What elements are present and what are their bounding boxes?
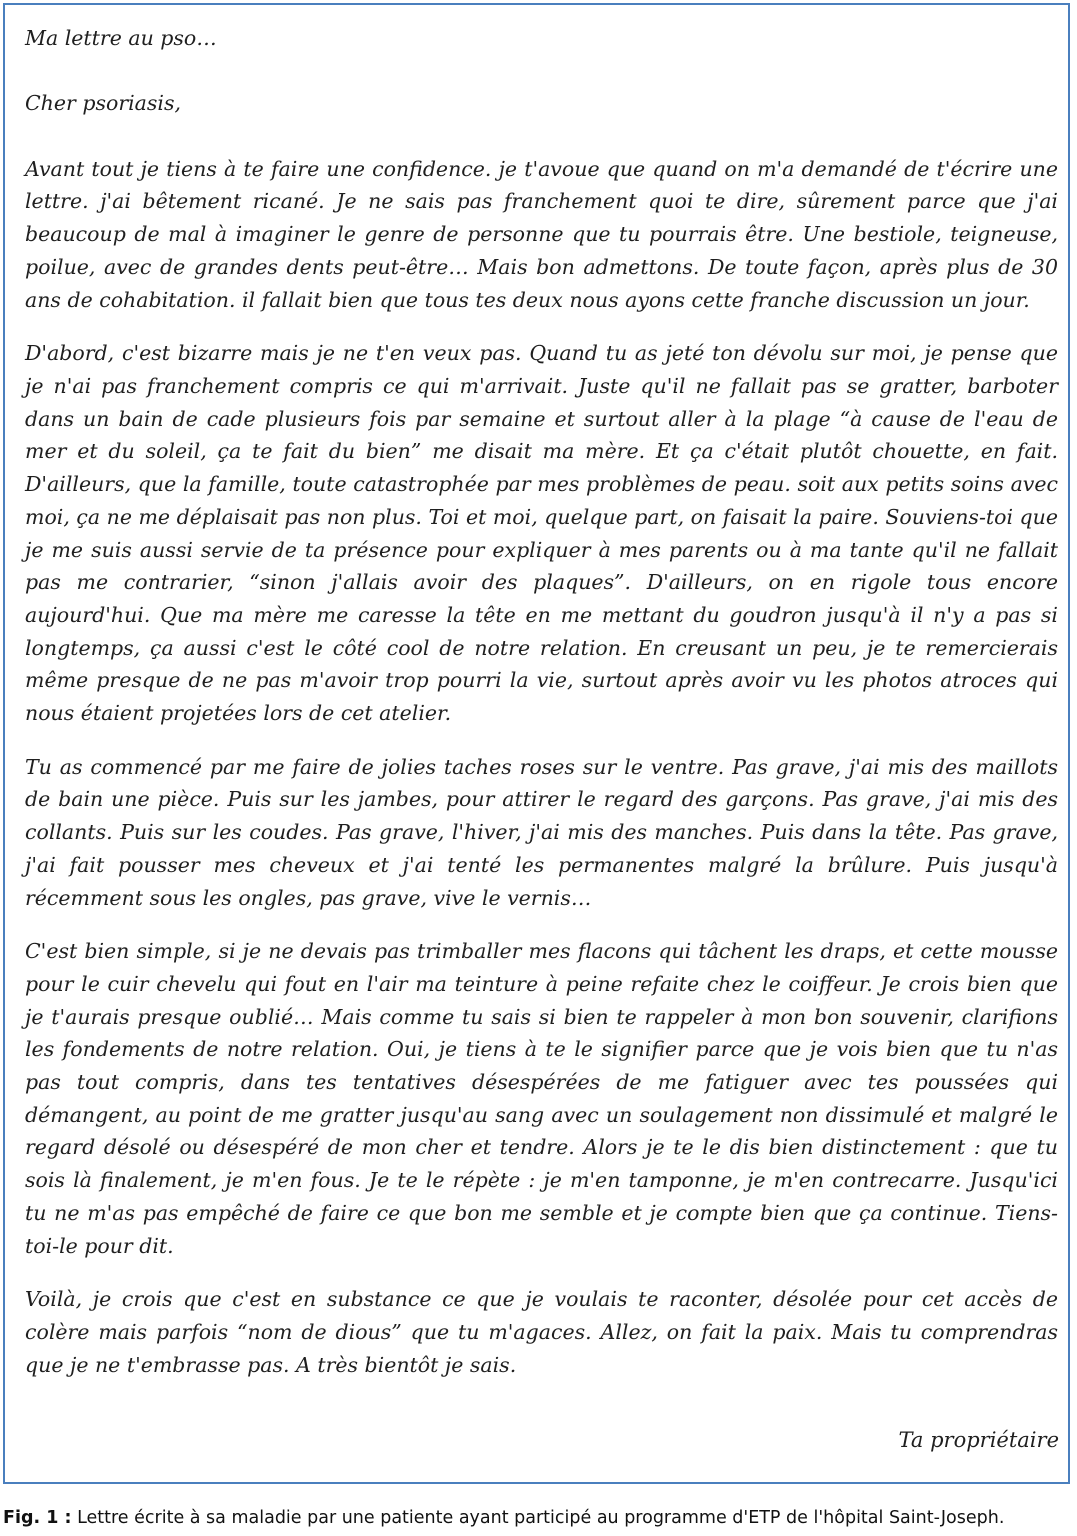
letter-paragraph-2: D'abord, c'est bizarre mais je ne t'en veux pas. Quand tu as jeté ton dévolu sur moi, je pense que je n'ai pas franchement compris ce qui m'arrivait. Juste qu'il ne fallait pas se gratter, barboter dans un bain de cade plusieurs fois par semaine et surtout aller à la plage “à cause de l'eau de mer et du soleil, ça te fait du bien” me disait ma mère. Et ça c'était plutôt chouette, en fait. D'ailleurs, que la famille, toute catastrophée par mes problèmes de peau. soit aux petits soins avec moi, ça ne me déplaisait pas non plus. Toi et moi, quelque part, on faisait la paire. Souviens-toi que je me suis aussi servie de ta présence pour expliquer à mes parents ou à ma tante qu'il ne fallait pas me contrarier, “sinon j'allais avoir des plaques”. D'ailleurs, on en rigole tous encore aujourd'hui. Que ma mère me caresse la tête en me mettant du goudron jusqu'à il n'y a pas si longtemps, ça aussi c'est le côté cool de notre relation. En creusant un peu, je te remercierais même presque de ne pas m'avoir trop pourri la vie, surtout après avoir vu les photos atroces qui nous étaient projetées lors de cet atelier.	[25, 341, 1058, 726]
letter-body	[25, 22, 1058, 1402]
figure-label: Fig. 1 :	[3, 1508, 72, 1528]
letter-paragraph-5: Voilà, je crois que c'est en substance ce que je voulais te raconter, désolée pour cet accès de colère mais parfois “nom de dious” que tu m'agaces. Allez, on fait la paix. Mais tu comprendras que je ne t'embrasse pas. A très bientôt je sais.	[25, 1287, 1058, 1377]
letter-paragraph-4: C'est bien simple, si je ne devais pas trimballer mes flacons qui tâchent les draps, et cette mousse pour le cuir chevelu qui fout en l'air ma teinture à peine refaite chez le coiffeur. Je crois bien que je t'aurais presque oublié… Mais comme tu sais si bien te rappeler à mon bon souvenir, clarifions les fondements de notre relation. Oui, je tiens à te le signifier parce que je vois bien que tu n'as pas tout compris, dans tes tentatives désespérées de me fatiguer avec tes poussées qui démangent, au point de me gratter jusqu'au sang avec un soulagement non dissimulé et malgré le regard désolé ou désespéré de mon cher et tendre. Alors je te le dis bien distinctement : que tu sois là finalement, je m'en fous. Je te le répète : je m'en tamponne, je m'en contrecarre. Jusqu'ici tu ne m'as pas empêché de faire ce que bon me semble et je compte bien que ça continue. Tiens-toi-le pour dit.	[25, 939, 1058, 1258]
letter-heading: Ma lettre au pso…	[25, 26, 217, 50]
figure-caption-text: Lettre écrite à sa maladie par une patiente ayant participé au programme d'ETP de l'hôpital Saint-Joseph.	[71, 1508, 1005, 1528]
letter-paragraph-3: Tu as commencé par me faire de jolies taches roses sur le ventre. Pas grave, j'ai mis des maillots de bain une pièce. Puis sur les jambes, pour attirer le regard des garçons. Pas grave, j'ai mis des collants. Puis sur les coudes. Pas grave, l'hiver, j'ai mis des manches. Puis dans la tête. Pas grave, j'ai fait pousser mes cheveux et j'ai tenté les permanentes malgré la brûlure. Puis jusqu'à récemment sous les ongles, pas grave, vive le vernis…	[25, 754, 1058, 910]
letter-salutation: Cher psoriasis,	[25, 91, 182, 116]
letter-signature: Ta propriétaire	[898, 1428, 1059, 1452]
letter-paragraph-1: Avant tout je tiens à te faire une confidence. je t'avoue que quand on m'a demandé de t'écrire une lettre. j'ai bêtement ricané. Je ne sais pas franchement quoi te dire, sûrement parce que j'ai beaucoup de mal à imaginer le genre de personne que tu pourrais être. Une bestiole, teigneuse, poilue, avec de grandes dents peut-être… Mais bon admettons. De toute façon, après plus de 30 ans de cohabitation. il fallait bien que tous tes deux nous ayons cette franche discussion un jour.	[25, 156, 1058, 312]
figure-caption	[3, 1508, 1073, 1528]
